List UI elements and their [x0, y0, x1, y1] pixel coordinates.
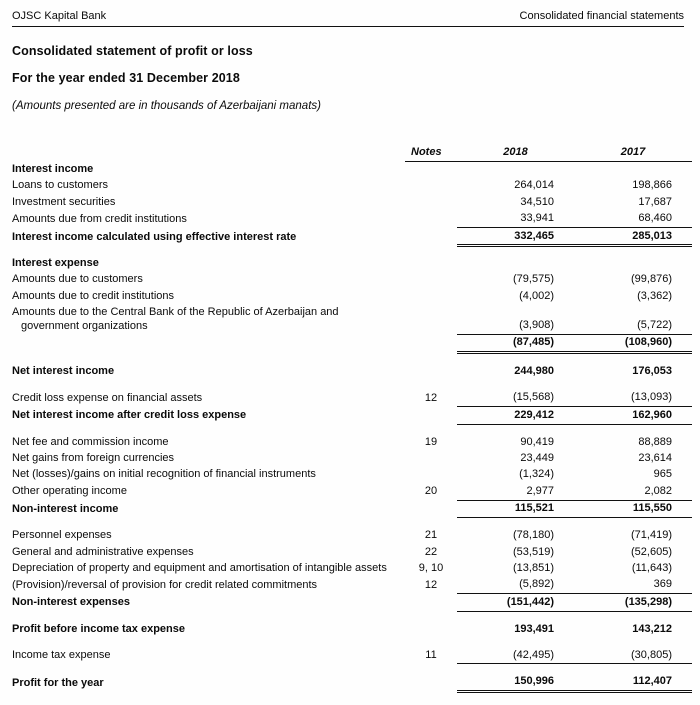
table-row [12, 334, 692, 352]
row-value-2017 [574, 161, 692, 177]
row-value-2018: (15,568) [457, 380, 574, 406]
row-note-ref: 22 [424, 545, 438, 558]
row-value-2018: 244,980 [514, 365, 554, 378]
units-note: (Amounts presented are in thousands of Azerbaijani manats) [12, 100, 321, 112]
row-value-2017: 112,407 [574, 664, 692, 692]
row-label: Net fee and commission income [12, 435, 169, 448]
row-label: Amounts due to customers [12, 273, 143, 286]
row-value-2018: (4,002) [519, 289, 554, 302]
row-label: Other operating income [12, 485, 127, 498]
row-label: Profit for the year [12, 676, 104, 689]
row-value-2018: 150,996 [457, 664, 574, 692]
header-document-type: Consolidated financial statements [519, 10, 684, 22]
row-value-2018: 33,941 [457, 211, 574, 228]
row-note-ref: 21 [424, 529, 438, 542]
row-value-2018: 2,977 [457, 483, 574, 500]
row-note-ref [405, 178, 457, 194]
document-header [12, 10, 684, 27]
row-value-2017: 369 [574, 577, 692, 594]
table-row [12, 288, 692, 304]
table-row [12, 544, 692, 560]
row-label: Income tax expense [12, 649, 111, 662]
row-note-ref [405, 334, 457, 352]
table-row [12, 246, 692, 272]
row-value-2017: 17,687 [638, 195, 672, 208]
statement-title: Consolidated statement of profit or loss [12, 44, 253, 58]
table-row [12, 467, 692, 483]
table-row [12, 638, 692, 664]
table-row [12, 483, 692, 500]
row-note-ref: 9, 10 [418, 561, 444, 574]
row-value-2017: 143,212 [632, 622, 672, 635]
row-value-2018: 34,510 [520, 195, 554, 208]
statement-period: For the year ended 31 December 2018 [12, 71, 240, 85]
row-note-ref [405, 246, 457, 272]
row-value-2017: 198,866 [632, 179, 672, 192]
row-label: Amounts due to the Central Bank of the Republic of Azerbaijan and government organizations [12, 306, 339, 332]
row-value-2018 [457, 161, 574, 177]
row-note-ref [405, 194, 457, 210]
table-row [12, 194, 692, 210]
table-row [12, 594, 692, 611]
row-label: Net (losses)/gains on initial recognition of financial instruments [12, 468, 316, 481]
row-note-ref [405, 228, 457, 246]
row-note-ref [405, 407, 457, 424]
row-label: (Provision)/reversal of provision for credit related commitments [12, 578, 318, 591]
row-note-ref [405, 353, 457, 380]
row-note-ref: 12 [424, 578, 438, 591]
table-row [12, 611, 692, 637]
row-value-2017: (135,298) [574, 594, 692, 611]
row-value-2018: (78,180) [513, 529, 554, 542]
row-value-2018: 193,491 [514, 622, 554, 635]
table-row [12, 228, 692, 246]
row-value-2017: 88,889 [638, 435, 672, 448]
row-value-2018: (3,908) [457, 305, 574, 335]
row-value-2017: (52,605) [631, 545, 672, 558]
row-value-2017: (71,419) [631, 529, 672, 542]
row-note-ref: 12 [424, 391, 438, 404]
row-value-2017: 68,460 [574, 211, 692, 228]
row-value-2017: (3,362) [637, 289, 672, 302]
column-header-2018: 2018 [457, 144, 574, 161]
table-row [12, 500, 692, 517]
row-note-ref: 11 [425, 649, 437, 662]
row-label: Interest income calculated using effective interest rate [12, 231, 297, 244]
row-note-ref [405, 451, 457, 467]
row-value-2017: 115,550 [574, 500, 692, 517]
row-note-ref [405, 664, 457, 692]
row-note-ref: 19 [424, 435, 438, 448]
table-row [12, 353, 692, 380]
statement-table [12, 144, 692, 693]
column-header-2017: 2017 [574, 144, 692, 161]
row-label: Net gains from foreign currencies [12, 452, 175, 464]
row-value-2018 [457, 246, 574, 272]
column-header-label [12, 144, 405, 161]
row-value-2017: (30,805) [574, 638, 692, 664]
table-row [12, 305, 692, 335]
row-label [12, 334, 405, 352]
table-header-row [12, 144, 692, 161]
row-value-2017: (5,722) [574, 305, 692, 335]
row-note-ref [405, 161, 457, 177]
row-value-2018: (87,485) [457, 334, 574, 352]
row-note-ref [405, 272, 457, 288]
statement-rows [12, 161, 692, 691]
row-note-ref [405, 500, 457, 517]
row-value-2018: (42,495) [457, 638, 574, 664]
row-value-2017: 965 [653, 468, 672, 481]
row-note-ref [405, 305, 457, 335]
row-label: Profit before income tax expense [12, 622, 185, 635]
row-label: Non-interest expenses [12, 596, 130, 609]
row-label: Depreciation of property and equipment and amortisation of intangible assets [12, 561, 387, 574]
row-value-2018: 115,521 [457, 500, 574, 517]
row-value-2018: 23,449 [520, 452, 554, 464]
row-value-2018: (1,324) [519, 468, 554, 481]
table-row [12, 380, 692, 406]
row-value-2018: 332,465 [457, 228, 574, 246]
row-label: Non-interest income [12, 502, 119, 515]
row-value-2018: 90,419 [520, 435, 554, 448]
table-row [12, 577, 692, 594]
row-label: Amounts due to credit institutions [12, 289, 175, 302]
row-value-2017: 162,960 [574, 407, 692, 424]
row-label: General and administrative expenses [12, 545, 194, 558]
row-label: Investment securities [12, 195, 116, 208]
row-label: Net interest income [12, 365, 115, 378]
row-value-2017: (99,876) [631, 273, 672, 286]
row-value-2018: (151,442) [457, 594, 574, 611]
row-label: Personnel expenses [12, 529, 112, 542]
table-row [12, 211, 692, 228]
table-row [12, 518, 692, 544]
row-label: Interest income [12, 162, 94, 175]
row-value-2018: (79,575) [513, 273, 554, 286]
header-company-name: OJSC Kapital Bank [12, 10, 107, 22]
table-row [12, 451, 692, 467]
row-value-2018: (13,851) [513, 561, 554, 574]
row-value-2017: 23,614 [638, 452, 672, 464]
row-value-2017: (11,643) [631, 561, 672, 574]
row-label: Interest expense [12, 256, 99, 269]
row-value-2017 [574, 246, 692, 272]
row-value-2017: (13,093) [574, 380, 692, 406]
row-note-ref: 20 [424, 485, 438, 498]
row-value-2017: 285,013 [574, 228, 692, 246]
column-header-notes: Notes [405, 144, 457, 161]
row-note-ref [405, 611, 457, 637]
row-label: Credit loss expense on financial assets [12, 391, 203, 404]
row-note-ref [405, 594, 457, 611]
table-row [12, 407, 692, 424]
row-value-2018: (5,892) [457, 577, 574, 594]
row-label: Net interest income after credit loss expense [12, 409, 247, 422]
row-note-ref [405, 467, 457, 483]
row-label: Loans to customers [12, 179, 108, 192]
row-value-2018: 264,014 [514, 179, 554, 192]
row-value-2018: (53,519) [513, 545, 554, 558]
row-value-2017: 2,082 [574, 483, 692, 500]
table-row [12, 560, 692, 576]
row-value-2017: 176,053 [632, 365, 672, 378]
table-row [12, 424, 692, 450]
table-row [12, 178, 692, 194]
table-row [12, 272, 692, 288]
table-row [12, 161, 692, 177]
row-note-ref [405, 288, 457, 304]
row-value-2017: (108,960) [574, 334, 692, 352]
row-note-ref [405, 211, 457, 228]
row-value-2018: 229,412 [457, 407, 574, 424]
table-row [12, 664, 692, 692]
row-label: Amounts due from credit institutions [12, 212, 187, 225]
